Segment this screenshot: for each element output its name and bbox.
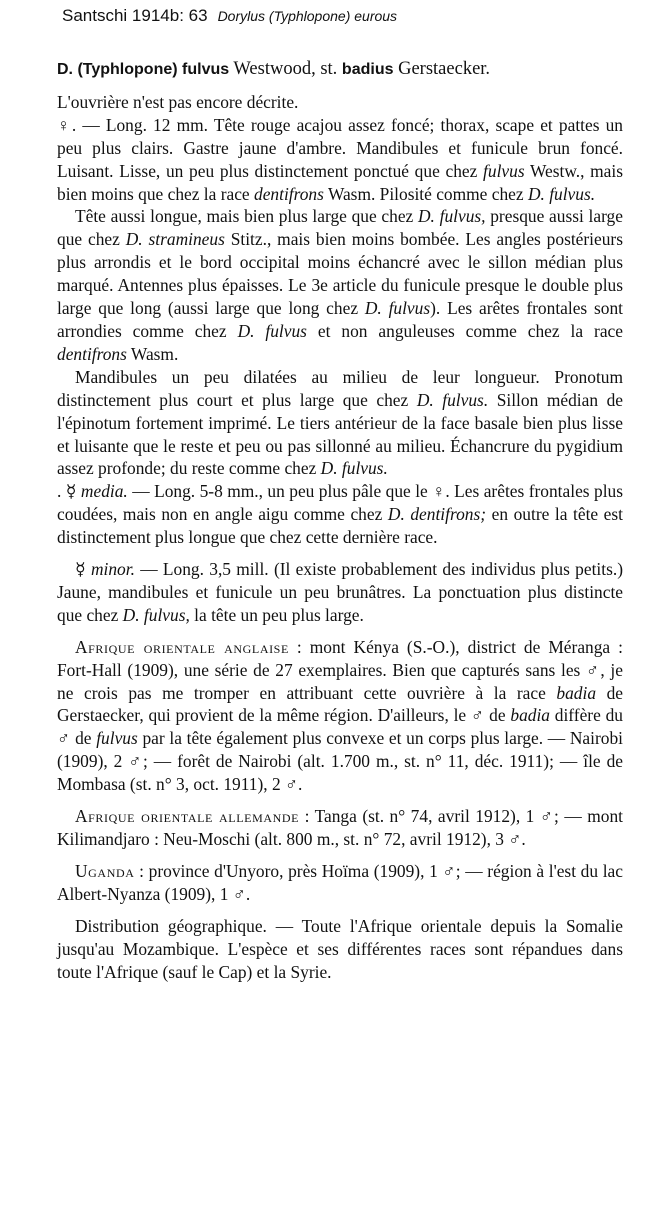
text-run: ☿	[75, 559, 91, 580]
taxon-label: Dorylus (Typhlopone) eurous	[217, 8, 398, 24]
text-run: et non anguleuses comme chez la race	[306, 320, 623, 341]
text-run: Tête aussi longue, mais bien plus large que chez	[75, 206, 418, 227]
text-run: : mont Kénya (S.-O.), district de Méranga : Fort-Hall (1909), une série de 27 exemplaires. Bien que capturés sans les ♂, je ne crois pas me tromper en attribuant cette ouvrière à la race	[57, 636, 623, 703]
text-run: en outre la tête est distinctement plus longue que chez cette dernière race.	[57, 504, 624, 548]
italic-run: D. fulvus.	[527, 183, 596, 204]
italic-run: badia	[556, 682, 597, 703]
text-run: — Long. 5-8 mm., un peu plus pâle que le ♀. Les arêtes frontales plus coudées, mais non en angle aigu comme chez	[57, 481, 623, 525]
region-name: Afrique orientale allemande	[75, 806, 300, 827]
text-run: Westw., mais bien moins que chez la race	[57, 160, 623, 204]
intro-paragraph: L'ouvrière n'est pas encore décrite.	[57, 91, 299, 112]
distribution-paragraph: Distribution géographique. — Toute l'Afrique orientale depuis la Somalie jusqu'au Mozambique. L'espèce et ses différentes races sont répandues dans toute l'Afrique (sauf le Cap) et la Syrie.	[57, 915, 623, 982]
page-header	[62, 6, 397, 26]
italic-run: minor.	[90, 559, 135, 580]
italic-run: dentifrons	[254, 183, 324, 204]
text-run: Sillon médian de l'épinotum fortement imprimé. Le tiers antérieur de la face basale bien plus lisse et luisante que le reste et peu ou pas sillonné au milieu. Échancrure du pygidium assez profonde; du reste comme chez	[57, 389, 623, 479]
text-run: la tête un peu plus large.	[189, 604, 364, 625]
text-run: ). Les arêtes frontales sont arrondies comme chez	[57, 298, 623, 341]
italic-run: dentifrons	[57, 343, 127, 364]
species-heading	[57, 58, 623, 82]
italic-run: D. fulvus.	[416, 389, 489, 410]
italic-run: D. dentifrons;	[387, 504, 487, 525]
heading-genus: D. (Typhlopone) fulvus	[57, 61, 230, 78]
italic-run: D. fulvus,	[418, 206, 486, 227]
text-run: de Gerstaecker, qui provient de la même région. D'ailleurs, le ♂ de	[57, 682, 624, 726]
document-page	[57, 58, 623, 983]
head-description	[57, 205, 623, 365]
italic-run: fulvus	[96, 728, 138, 749]
minor-worker-description	[57, 558, 623, 627]
text-run: Stitz., mais bien moins bombée. Les angles postérieurs plus arrondis et le bord occipital moins échancré avec le sillon médian plus marqué. Antennes plus épaisses. Le 3e article du funicule presque le double plus large que long (aussi large que long chez	[57, 229, 623, 319]
text-run: Wasm. Pilosité comme chez	[323, 183, 528, 204]
text-run: diffère du ♂ de	[57, 705, 623, 749]
text-run: Wasm.	[126, 343, 179, 364]
italic-run: D. fulvus,	[122, 604, 190, 625]
locality-uganda	[57, 860, 623, 906]
text-run: Mandibules un peu dilatées au milieu de leur longueur. Pronotum distinctement plus court et plus large que chez	[57, 366, 623, 410]
heading-author: Westwood, st.	[229, 59, 342, 79]
text-run: — Long. 3,5 mill. (Il existe probablement des individus plus petits.) Jaune, mandibules et funicule un peu brunâtres. La ponctuation plus distincte que chez	[57, 559, 623, 625]
italic-run: fulvus	[483, 160, 525, 181]
italic-run: D. fulvus.	[320, 458, 388, 479]
mandible-description	[57, 366, 623, 481]
media-worker-description	[57, 480, 623, 549]
citation-label: Santschi 1914b: 63	[62, 6, 208, 25]
female-description	[57, 114, 623, 206]
heading-race: badius	[341, 61, 394, 78]
text-run: par la tête également plus convexe et un corps plus large. — Nairobi (1909), 2 ♂; — forêt de Nairobi (alt. 1.700 m., st. n° 11, déc. 1911); — île de Mombasa (st. n° 3, oct. 1911), 2 ♂.	[57, 728, 623, 795]
locality-british-east-africa	[57, 636, 623, 796]
text-run: presque aussi large que chez	[57, 206, 623, 250]
heading-race-author: Gerstaecker.	[393, 59, 491, 79]
italic-run: D. fulvus	[364, 298, 431, 319]
text-run: ♀. — Long. 12 mm. Tête rouge acajou assez foncé; thorax, scape et pattes un peu plus clairs. Gastre jaune d'ambre. Mandibules et funicule brun foncé. Luisant. Lisse, un peu plus distinctement ponctué que chez	[57, 114, 623, 181]
italic-run: badia	[510, 705, 550, 726]
region-name: Uganda	[75, 860, 135, 881]
text-run: . ☿	[57, 481, 81, 502]
locality-german-east-africa	[57, 805, 623, 851]
italic-run: D. fulvus	[237, 320, 307, 341]
text-run: : province d'Unyoro, près Hoïma (1909), 1 ♂; — région à l'est du lac Albert-Nyanza (1909), 1 ♂.	[57, 860, 623, 904]
text-run: : Tanga (st. n° 74, avril 1912), 1 ♂; — mont Kilimandjaro : Neu-Moschi (alt. 800 m., st. n° 72, avril 1912), 3 ♂.	[57, 806, 623, 849]
italic-run: media.	[80, 481, 128, 502]
italic-run: D. stramineus	[125, 229, 225, 250]
region-name: Afrique orientale anglaise	[75, 636, 289, 657]
